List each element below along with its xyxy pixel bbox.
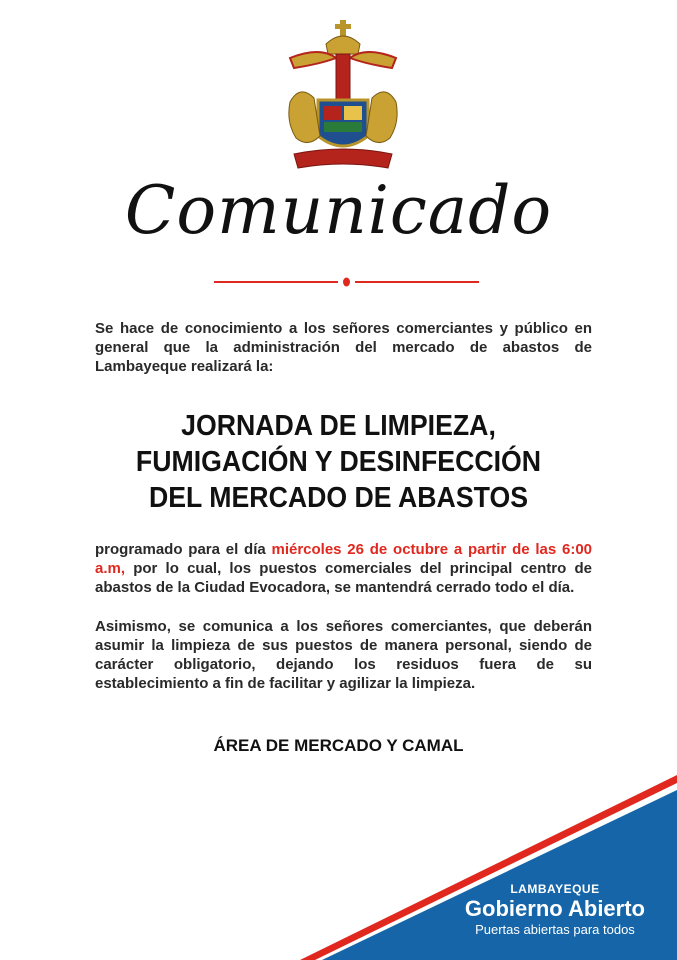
brand-region: LAMBAYEQUE — [510, 882, 600, 896]
brand-name: Gobierno Abierto — [464, 896, 645, 921]
headline-line-1: JORNADA DE LIMPIEZA, — [181, 410, 496, 442]
obligation-paragraph: Asimismo, se comunica a los señores comerciantes, que deberán asumir la limpieza de sus puestos de manera personal, siendo de carácter obligatorio, dejando los residuos fuera de su establecimiento a fin de facilitar y agilizar la limpieza. — [95, 618, 592, 692]
schedule-lead: programado para el día — [95, 541, 272, 558]
intro-paragraph: Se hace de conocimiento a los señores comerciantes y público en general que la administración del mercado de abastos de Lambayeque realizará la: — [95, 320, 592, 375]
document-title: Comunicado — [124, 172, 553, 249]
headline-line-3: DEL MERCADO DE ABASTOS — [148, 482, 528, 514]
brand-tagline: Puertas abiertas para todos — [475, 922, 635, 937]
schedule-rest: por lo cual, los puestos comerciales del principal centro de abastos de la Ciudad Evocadora, se mantendrá cerrado todo el día. — [95, 560, 592, 596]
schedule-date-highlight: miércoles 26 de octubre a partir de las 6:00 a.m, — [95, 541, 592, 577]
signature-department: ÁREA DE MERCADO Y CAMAL — [213, 736, 464, 755]
headline-line-2: FUMIGACIÓN Y DESINFECCIÓN — [135, 446, 542, 478]
brand-logo — [465, 882, 645, 938]
